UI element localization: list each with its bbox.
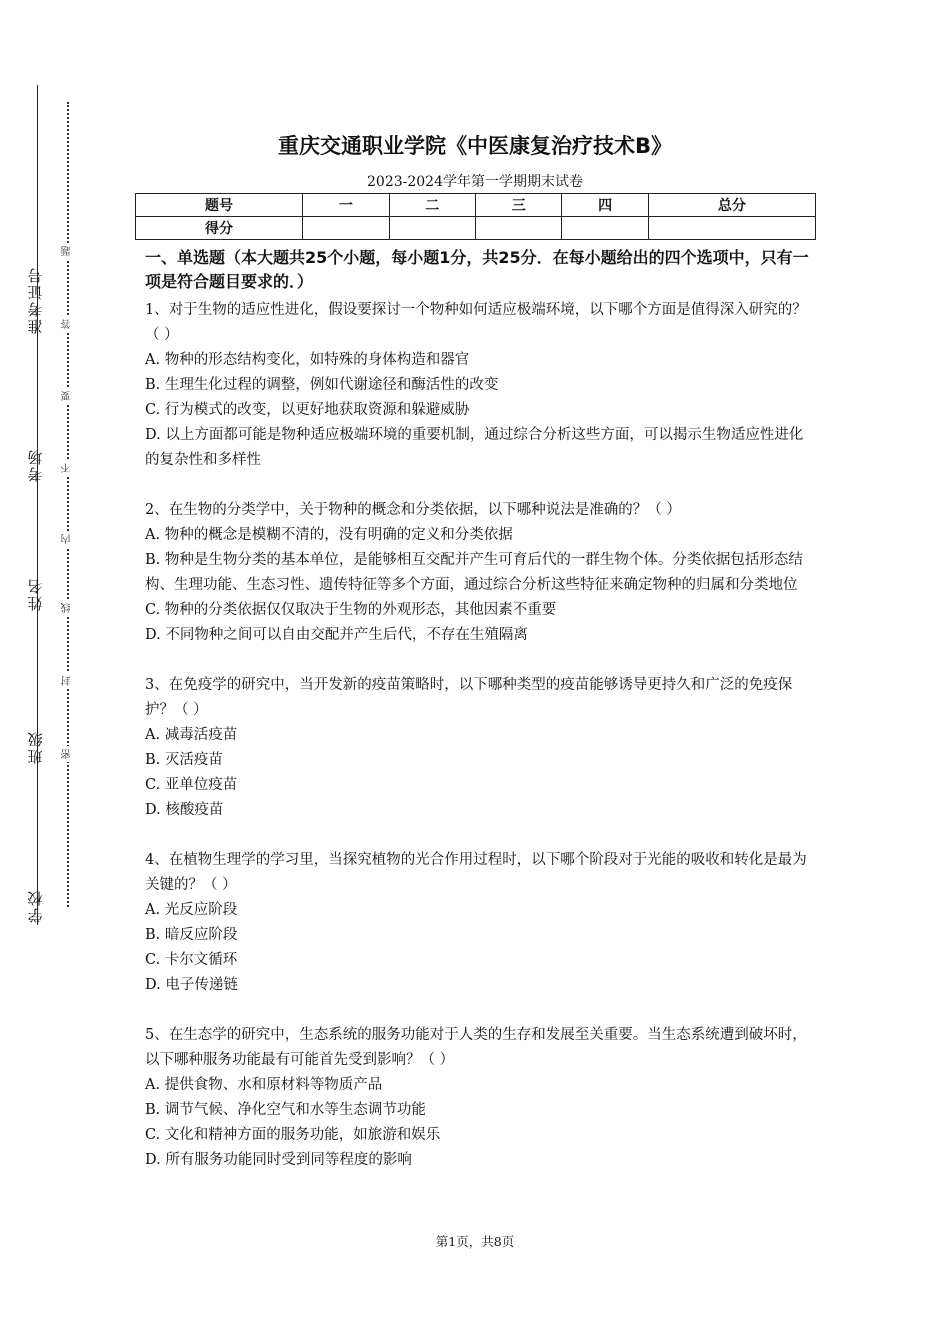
binding-label-exam-room: 考场 — [26, 448, 45, 482]
score-table — [135, 193, 816, 240]
question-option: B. 生理生化过程的调整，例如代谢途径和酶活性的改变 — [145, 377, 499, 393]
question-option: B. 物种是生物分类的基本单位，是能够相互交配并产生可育后代的一群生物个体。分类依据包括形态结构、生理功能、生态习性、遗传特征等多个方面，通过综合分析这些特征来确定物种的归属和分类地位 — [145, 552, 803, 593]
question-option: C. 文化和精神方面的服务功能，如旅游和娱乐 — [145, 1127, 441, 1143]
question-3 — [145, 673, 815, 823]
page-footer: 第1页，共8页 — [435, 1234, 515, 1249]
question-1 — [145, 298, 815, 473]
question-option: D. 不同物种之间可以自由交配并产生后代，不存在生殖隔离 — [145, 627, 528, 643]
question-option: C. 卡尔文循环 — [145, 952, 238, 968]
exam-content — [145, 246, 815, 1198]
seal-char-ti: 题 — [60, 243, 76, 259]
question-stem: 5、在生态学的研究中，生态系统的服务功能对于人类的生存和发展至关重要。当生态系统遭到破坏时，以下哪种服务功能最有可能首先受到影响？（ ） — [145, 1027, 807, 1068]
score-cell — [562, 217, 648, 240]
binding-label-class: 班级 — [26, 730, 45, 764]
score-table-column: 四 — [562, 194, 648, 217]
score-cell — [475, 217, 561, 240]
binding-label-exam-number: 准考证号 — [26, 266, 45, 334]
section-heading: 一、单选题（本大题共25个小题，每小题1分，共25分．在每小题给出的四个选项中，只有一项是符合题目要求的．） — [145, 248, 809, 291]
binding-line-solid — [37, 85, 38, 925]
question-option: B. 调节气候、净化空气和水等生态调节功能 — [145, 1102, 426, 1118]
question-option: D. 所有服务功能同时受到同等程度的影响 — [145, 1152, 412, 1168]
question-option: D. 核酸疫苗 — [145, 802, 224, 818]
question-stem: 3、在免疫学的研究中，当开发新的疫苗策略时，以下哪种类型的疫苗能够诱导更持久和广泛的免疫保护？（ ） — [145, 677, 793, 718]
score-table-score-row — [136, 217, 816, 240]
question-option: C. 行为模式的改变，以更好地获取资源和躲避威胁 — [145, 402, 470, 418]
exam-title: 重庆交通职业学院《中医康复治疗技术B》 — [277, 134, 672, 158]
seal-char-mi: 密 — [60, 746, 76, 762]
question-option: B. 灭活疫苗 — [145, 752, 223, 768]
exam-subtitle: 2023-2024学年第一学期期末试卷 — [367, 174, 583, 190]
score-table-column: 三 — [475, 194, 561, 217]
binding-line-dotted — [67, 102, 69, 907]
seal-char-da: 答 — [60, 316, 76, 332]
seal-char-bu: 不 — [60, 460, 76, 476]
score-cell — [648, 217, 815, 240]
question-5 — [145, 1023, 815, 1173]
question-option: A. 物种的概念是模糊不清的，没有明确的定义和分类依据 — [145, 527, 513, 543]
seal-char-feng: 封 — [60, 673, 76, 689]
question-option: A. 光反应阶段 — [145, 902, 238, 918]
question-stem: 4、在植物生理学的学习里，当探究植物的光合作用过程时，以下哪个阶段对于光能的吸收和转化是最为关键的？（ ） — [145, 852, 807, 893]
question-option: C. 物种的分类依据仅仅取决于生物的外观形态，其他因素不重要 — [145, 602, 557, 618]
question-option: D. 以上方面都可能是物种适应极端环境的重要机制，通过综合分析这些方面，可以揭示生物适应性进化的复杂性和多样性 — [145, 427, 804, 468]
question-2 — [145, 498, 815, 648]
score-cell — [303, 217, 389, 240]
question-4 — [145, 848, 815, 998]
score-table-column: 一 — [303, 194, 389, 217]
seal-char-yao: 要 — [60, 388, 76, 404]
question-stem: 1、对于生物的适应性进化，假设要探讨一个物种如何适应极端环境，以下哪个方面是值得深入研究的？（ ） — [145, 302, 807, 343]
question-stem: 2、在生物的分类学中，关于物种的概念和分类依据，以下哪种说法是准确的？（ ） — [145, 502, 681, 518]
score-table-row-label: 得分 — [136, 217, 303, 240]
score-table-row-label: 题号 — [136, 194, 303, 217]
binding-label-name: 姓名 — [26, 577, 45, 611]
question-option: A. 物种的形态结构变化，如特殊的身体构造和器官 — [145, 352, 470, 368]
score-table-column: 二 — [389, 194, 475, 217]
seal-char-nei: 内 — [60, 531, 76, 547]
question-option: B. 暗反应阶段 — [145, 927, 238, 943]
question-option: A. 提供食物、水和原材料等物质产品 — [145, 1077, 383, 1093]
binding-label-school: 学校 — [26, 889, 45, 923]
score-cell — [389, 217, 475, 240]
score-table-header-row — [136, 194, 816, 217]
seal-char-xian: 线 — [60, 600, 76, 616]
question-option: D. 电子传递链 — [145, 977, 238, 993]
question-option: C. 亚单位疫苗 — [145, 777, 238, 793]
score-table-column: 总分 — [648, 194, 815, 217]
question-option: A. 减毒活疫苗 — [145, 727, 238, 743]
